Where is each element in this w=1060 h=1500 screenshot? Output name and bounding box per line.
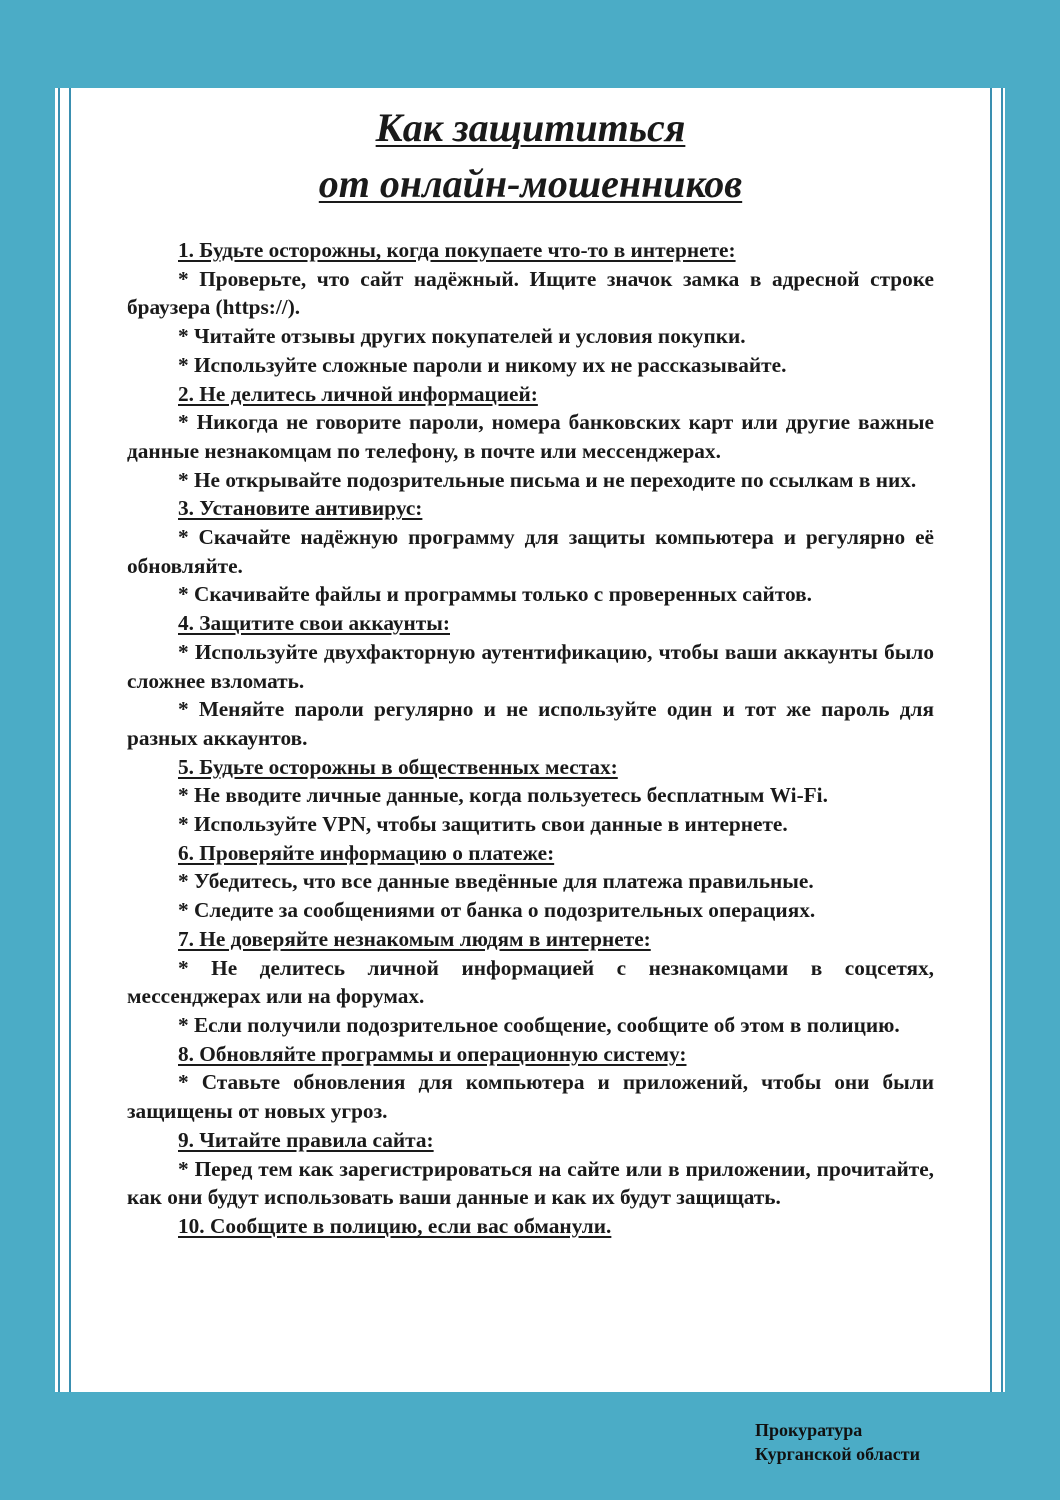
right-band xyxy=(1005,88,1060,1392)
section-heading: 2. Не делитесь личной информацией: xyxy=(178,381,538,406)
right-rule xyxy=(1001,88,1003,1392)
page-title xyxy=(72,100,989,212)
tip-item: * Используйте VPN, чтобы защитить свои данные в интернете. xyxy=(178,812,788,837)
section-heading: 10. Сообщите в полицию, если вас обманули. xyxy=(178,1213,612,1238)
title-line: от онлайн-мошенников xyxy=(318,161,743,206)
section-heading: 1. Будьте осторожны, когда покупаете что-то в интернете: xyxy=(178,238,736,262)
tip-item: * Скачивайте файлы и программы только с проверенных сайтов. xyxy=(178,582,812,607)
section-heading: 7. Не доверяйте незнакомым людям в интернете: xyxy=(178,926,651,951)
left-rule xyxy=(69,88,71,1392)
tip-item: * Никогда не говорите пароли, номера банковских карт или другие важные данные незнакомцам по телефону, в почте или мессенджерах. xyxy=(127,410,934,463)
tip-item: * Ставьте обновления для компьютера и приложений, чтобы они были защищены от новых угроз. xyxy=(127,1070,934,1124)
tip-item: * Меняйте пароли регулярно и не используйте один и тот же пароль для разных аккаунтов. xyxy=(127,697,934,750)
section-heading: 5. Будьте осторожны в общественных местах: xyxy=(178,754,618,779)
section-heading: 4. Защитите свои аккаунты: xyxy=(178,611,450,636)
issuer-line: Прокуратура xyxy=(755,1420,863,1440)
tip-item: * Скачайте надёжную программу для защиты компьютера и регулярно её обновляйте. xyxy=(127,525,934,578)
tip-item: * Убедитесь, что все данные введённые для платежа правильные. xyxy=(178,869,814,894)
tip-item: * Перед тем как зарегистрироваться на сайте или в приложении, прочитайте, как они будут использовать ваши данные и как их будут защищать. xyxy=(127,1156,934,1210)
tips-list xyxy=(127,236,934,1241)
tip-item: * Используйте двухфакторную аутентификацию, чтобы ваши аккаунты было сложнее взломать. xyxy=(127,639,934,693)
section-heading: 9. Читайте правила сайта: xyxy=(178,1127,434,1152)
tip-item: * Не делитесь личной информацией с незнакомцами в соцсетях, мессенджерах или на форумах. xyxy=(127,955,934,1009)
issuer-signature xyxy=(755,1418,1015,1466)
tip-item: * Следите за сообщениями от банка о подозрительных операциях. xyxy=(178,898,816,923)
left-rule xyxy=(58,88,60,1392)
tip-item: * Если получили подозрительное сообщение, сообщите об этом в полицию. xyxy=(178,1012,900,1037)
tip-item: * Не открывайте подозрительные письма и не переходите по ссылкам в них. xyxy=(178,467,917,492)
tip-item: * Используйте сложные пароли и никому их не рассказывайте. xyxy=(178,352,787,377)
right-rule xyxy=(990,88,992,1392)
tip-item: * Читайте отзывы других покупателей и условия покупки. xyxy=(178,324,746,349)
left-band xyxy=(0,88,55,1392)
tip-item: * Проверьте, что сайт надёжный. Ищите значок замка в адресной строке браузера (https://). xyxy=(127,266,934,320)
top-band xyxy=(0,0,1060,88)
section-heading: 8. Обновляйте программы и операционную систему: xyxy=(178,1041,687,1066)
tip-item: * Не вводите личные данные, когда пользуетесь бесплатным Wi-Fi. xyxy=(178,783,828,808)
section-heading: 3. Установите антивирус: xyxy=(178,496,423,521)
title-line: Как защититься xyxy=(375,105,686,150)
issuer-line: Курганской области xyxy=(755,1444,921,1464)
section-heading: 6. Проверяйте информацию о платеже: xyxy=(178,840,555,865)
